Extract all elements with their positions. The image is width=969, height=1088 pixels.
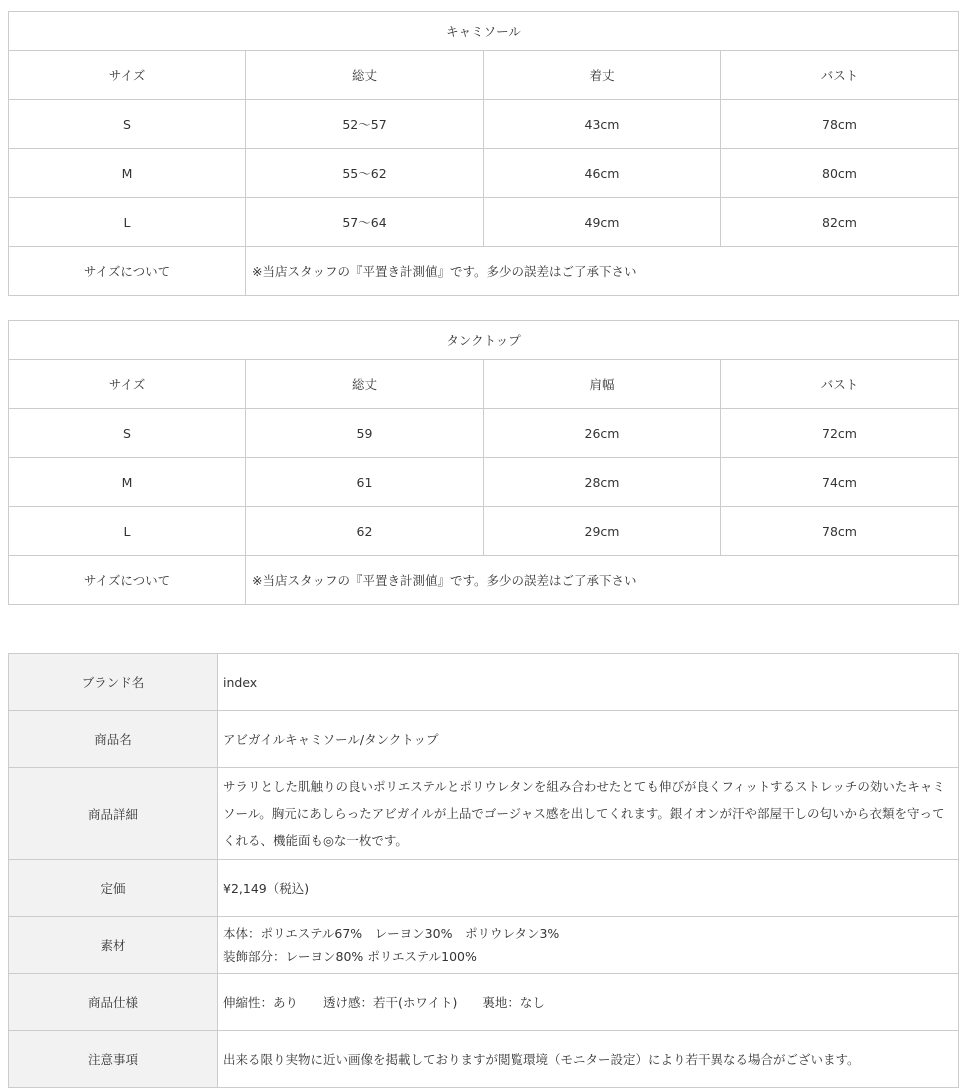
table-cell: 78cm xyxy=(721,507,959,556)
price-value: ¥2,149（税込) xyxy=(218,860,959,917)
spec-value: 伸縮性：あり 透け感：若干(ホワイト) 裏地：なし xyxy=(218,974,959,1031)
material-label: 素材 xyxy=(9,917,218,974)
table-cell: 43cm xyxy=(484,100,721,149)
material-value xyxy=(218,917,959,974)
tanktop-title: タンクトップ xyxy=(9,321,959,360)
size-note-text: ※当店スタッフの『平置き計測値』です。多少の誤差はご了承下さい xyxy=(246,247,959,296)
size-note-text: ※当店スタッフの『平置き計測値』です。多少の誤差はご了承下さい xyxy=(246,556,959,605)
table-title-row xyxy=(9,321,959,360)
brand-value: index xyxy=(218,654,959,711)
table-row xyxy=(9,507,959,556)
table-cell: 52〜57 xyxy=(246,100,484,149)
table-cell: L xyxy=(9,198,246,247)
table-row xyxy=(9,198,959,247)
table-cell: M xyxy=(9,149,246,198)
table-cell: S xyxy=(9,100,246,149)
table-header-row xyxy=(9,51,959,100)
size-note-label: サイズについて xyxy=(9,247,246,296)
table-cell: 55〜62 xyxy=(246,149,484,198)
spec-row-spec xyxy=(9,974,959,1031)
table-cell: M xyxy=(9,458,246,507)
table-row xyxy=(9,149,959,198)
table-cell: 72cm xyxy=(721,409,959,458)
table-cell: L xyxy=(9,507,246,556)
header-cell: サイズ xyxy=(9,360,246,409)
table-row xyxy=(9,409,959,458)
size-note-row xyxy=(9,247,959,296)
table-cell: 61 xyxy=(246,458,484,507)
table-cell: 80cm xyxy=(721,149,959,198)
material-line: 装飾部分：レーヨン80% ポリエステル100% xyxy=(223,949,477,964)
caution-value: 出来る限り実物に近い画像を掲載しておりますが閲覧環境（モニター設定）により若干異なる場合がございます。 xyxy=(218,1031,959,1088)
table-cell: 78cm xyxy=(721,100,959,149)
header-cell: 肩幅 xyxy=(484,360,721,409)
table-header-row xyxy=(9,360,959,409)
spec-row-name xyxy=(9,711,959,768)
table-row xyxy=(9,458,959,507)
spec-row-detail xyxy=(9,768,959,860)
table-row xyxy=(9,100,959,149)
tanktop-size-table xyxy=(8,320,959,605)
spec-row-price xyxy=(9,860,959,917)
size-note-label: サイズについて xyxy=(9,556,246,605)
header-cell: サイズ xyxy=(9,51,246,100)
table-cell: 28cm xyxy=(484,458,721,507)
table-cell: 62 xyxy=(246,507,484,556)
spec-row-brand xyxy=(9,654,959,711)
header-cell: 着丈 xyxy=(484,51,721,100)
table-cell: S xyxy=(9,409,246,458)
table-cell: 46cm xyxy=(484,149,721,198)
product-name-value: アビガイルキャミソール/タンクトップ xyxy=(218,711,959,768)
product-detail-value: サラリとした肌触りの良いポリエステルとポリウレタンを組み合わせたとても伸びが良くフィットするストレッチの効いたキャミソール。胸元にあしらったアビガイルが上品でゴージャス感を出してくれます。銀イオンが汗や部屋干しの匂いから衣類を守ってくれる、機能面も◎な一枚です。 xyxy=(218,768,959,860)
product-spec-table xyxy=(8,653,959,1088)
size-note-row xyxy=(9,556,959,605)
price-label: 定価 xyxy=(9,860,218,917)
spec-row-caution xyxy=(9,1031,959,1088)
table-cell: 74cm xyxy=(721,458,959,507)
table-cell: 29cm xyxy=(484,507,721,556)
header-cell: バスト xyxy=(721,360,959,409)
brand-label: ブランド名 xyxy=(9,654,218,711)
table-cell: 82cm xyxy=(721,198,959,247)
product-detail-label: 商品詳細 xyxy=(9,768,218,860)
table-cell: 26cm xyxy=(484,409,721,458)
spec-label: 商品仕様 xyxy=(9,974,218,1031)
table-cell: 49cm xyxy=(484,198,721,247)
caution-label: 注意事項 xyxy=(9,1031,218,1088)
camisole-title: キャミソール xyxy=(9,12,959,51)
header-cell: 総丈 xyxy=(246,51,484,100)
camisole-size-table xyxy=(8,11,959,296)
material-line: 本体：ポリエステル67% レーヨン30% ポリウレタン3% xyxy=(223,926,560,941)
table-cell: 59 xyxy=(246,409,484,458)
table-title-row xyxy=(9,12,959,51)
header-cell: バスト xyxy=(721,51,959,100)
spec-row-material xyxy=(9,917,959,974)
header-cell: 総丈 xyxy=(246,360,484,409)
table-cell: 57〜64 xyxy=(246,198,484,247)
product-name-label: 商品名 xyxy=(9,711,218,768)
